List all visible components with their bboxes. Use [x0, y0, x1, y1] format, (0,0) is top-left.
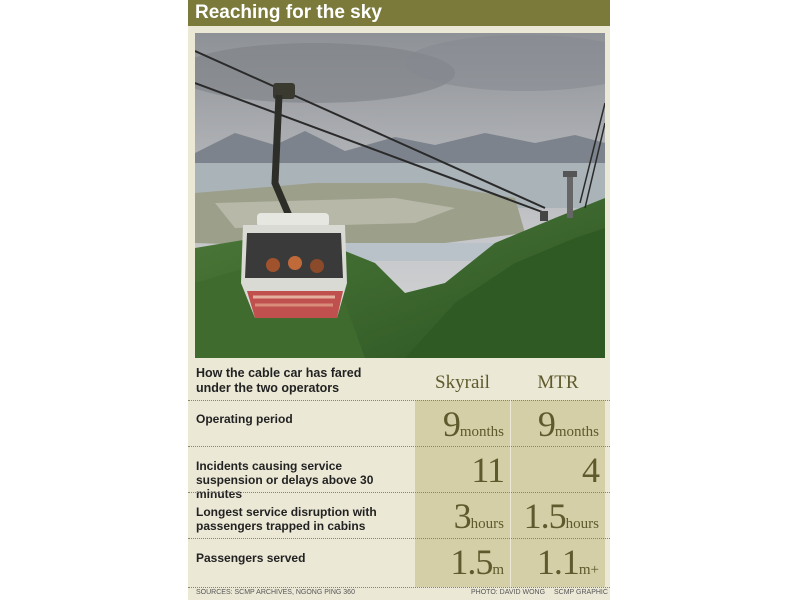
table-caption: How the cable car has fared under the two operators	[196, 366, 362, 395]
graphic-credit: SCMP GRAPHIC	[554, 589, 608, 596]
value-number: 4	[582, 450, 599, 490]
infographic-card	[188, 0, 610, 600]
photo-credit: PHOTO: DAVID WONG	[471, 589, 546, 596]
value-unit: m	[492, 562, 504, 578]
row-label: Operating period	[196, 412, 293, 426]
value-number: 9	[537, 404, 555, 444]
header-bar	[188, 0, 610, 26]
value-unit: months	[459, 424, 504, 440]
value-number: 9	[442, 404, 460, 444]
skyrail-value	[415, 406, 504, 442]
value-number: 1.1	[536, 542, 579, 582]
value-unit: hours	[470, 516, 504, 532]
skyrail-value	[415, 452, 504, 488]
value-unit: months	[554, 424, 599, 440]
value-number: 3	[453, 496, 471, 536]
table-row	[188, 492, 610, 538]
mtr-value	[511, 452, 599, 488]
header-title: Reaching for the sky	[195, 2, 382, 23]
skyrail-value	[415, 544, 504, 580]
value-number: 11	[471, 450, 504, 490]
cable-car-photo	[195, 33, 605, 358]
skyrail-value	[415, 498, 504, 534]
mtr-value	[511, 498, 599, 534]
value-unit: hours	[565, 516, 599, 532]
table-row	[188, 400, 610, 446]
mtr-value	[511, 406, 599, 442]
table-header-row	[188, 358, 610, 400]
column-head-mtr: MTR	[537, 372, 579, 393]
row-label: Longest service disruption with passengers trapped in cabins	[196, 505, 377, 533]
table-row	[188, 538, 610, 587]
column-head-skyrail: Skyrail	[435, 372, 490, 393]
credits-footer	[188, 587, 610, 600]
row-label: Passengers served	[196, 551, 306, 565]
value-number: 1.5	[523, 496, 566, 536]
value-number: 1.5	[450, 542, 493, 582]
table-row	[188, 446, 610, 501]
mtr-value	[511, 544, 599, 580]
row-label: Incidents causing service suspension or delays above 30 minutes	[196, 459, 374, 501]
value-unit: m+	[578, 562, 599, 578]
sources-credit: SOURCES: SCMP ARCHIVES, NGONG PING 360	[196, 589, 355, 596]
